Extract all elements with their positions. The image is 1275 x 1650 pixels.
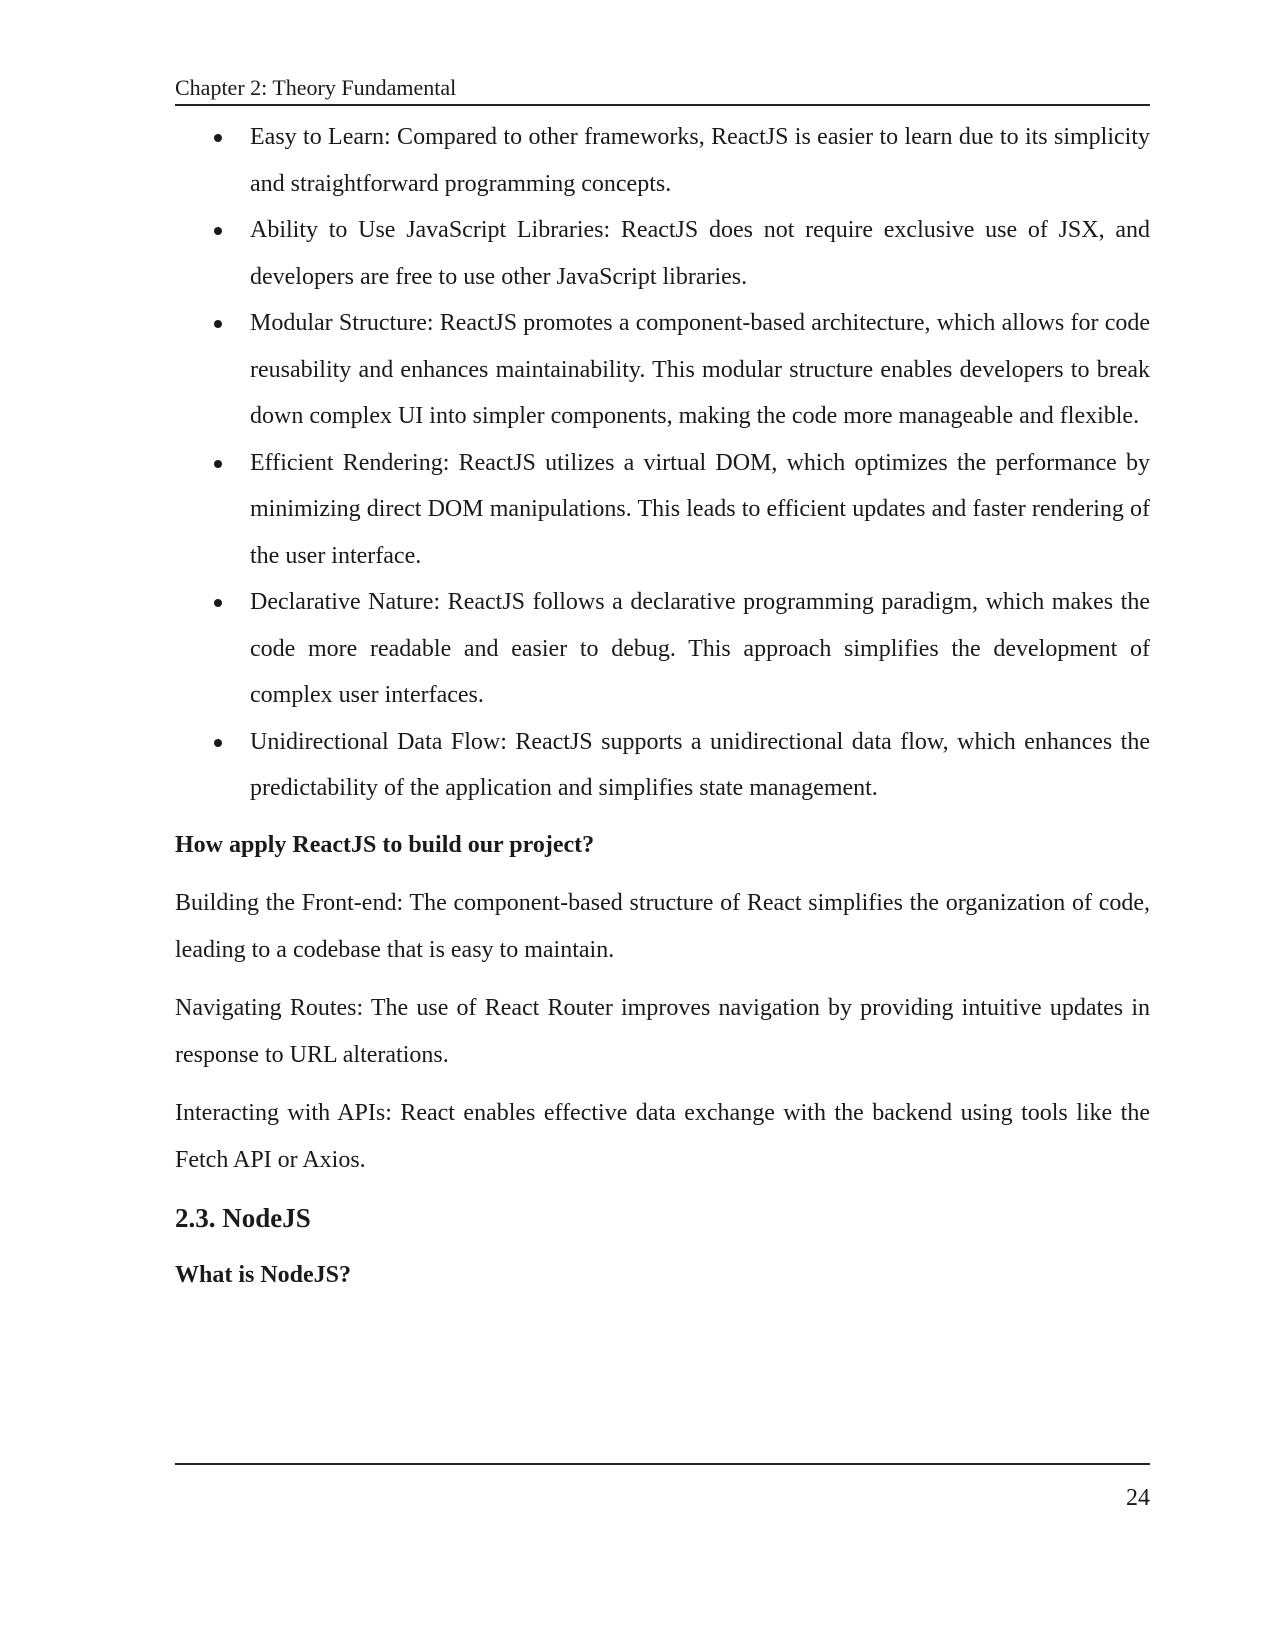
react-advantages-list [175, 114, 1150, 812]
list-item-text: Easy to Learn: Compared to other frameworks, ReactJS is easier to learn due to its simplicity and straightforward programming concepts. [250, 124, 1150, 197]
what-is-nodejs-heading: What is NodeJS? [175, 1261, 352, 1288]
bullet-icon [214, 320, 222, 328]
list-item [175, 440, 1150, 580]
list-item [175, 114, 1150, 207]
list-item [175, 207, 1150, 300]
page-content [175, 114, 1150, 1310]
list-item-text: Efficient Rendering: ReactJS utilizes a virtual DOM, which optimizes the performance by minimizing direct DOM manipulations. This leads to efficient updates and faster rendering of the user interface. [250, 449, 1150, 569]
bullet-icon [214, 134, 222, 142]
bullet-icon [214, 227, 222, 235]
running-header: Chapter 2: Theory Fundamental [175, 74, 1150, 106]
bullet-icon [214, 460, 222, 468]
page-number: 24 [1126, 1485, 1150, 1511]
apply-react-heading: How apply ReactJS to build our project? [175, 831, 595, 858]
frontend-paragraph: Building the Front-end: The component-based structure of React simplifies the organization of code, leading to a codebase that is easy to maintain. [175, 890, 1150, 963]
list-item [175, 719, 1150, 812]
routes-paragraph: Navigating Routes: The use of React Router improves navigation by providing intuitive updates in response to URL alterations. [175, 995, 1150, 1068]
list-item-text: Declarative Nature: ReactJS follows a declarative programming paradigm, which makes the code more readable and easier to debug. This approach simplifies the development of complex user interfaces. [250, 589, 1150, 708]
bullet-icon [214, 599, 222, 607]
section-heading-nodejs: 2.3. NodeJS [175, 1203, 311, 1233]
list-item-text: Unidirectional Data Flow: ReactJS supports a unidirectional data flow, which enhances the predictability of the application and simplifies state management. [250, 728, 1150, 801]
footer-divider [175, 1463, 1150, 1465]
list-item-text: Ability to Use JavaScript Libraries: ReactJS does not require exclusive use of JSX, and developers are free to use other JavaScript libraries. [250, 217, 1150, 290]
list-item-text: Modular Structure: ReactJS promotes a component-based architecture, which allows for code reusability and enhances maintainability. This modular structure enables developers to break down complex UI into simpler components, making the code more manageable and flexible. [250, 310, 1150, 429]
list-item [175, 300, 1150, 440]
list-item [175, 579, 1150, 719]
bullet-icon [214, 739, 222, 747]
apis-paragraph: Interacting with APIs: React enables effective data exchange with the backend using tools like the Fetch API or Axios. [175, 1100, 1150, 1173]
